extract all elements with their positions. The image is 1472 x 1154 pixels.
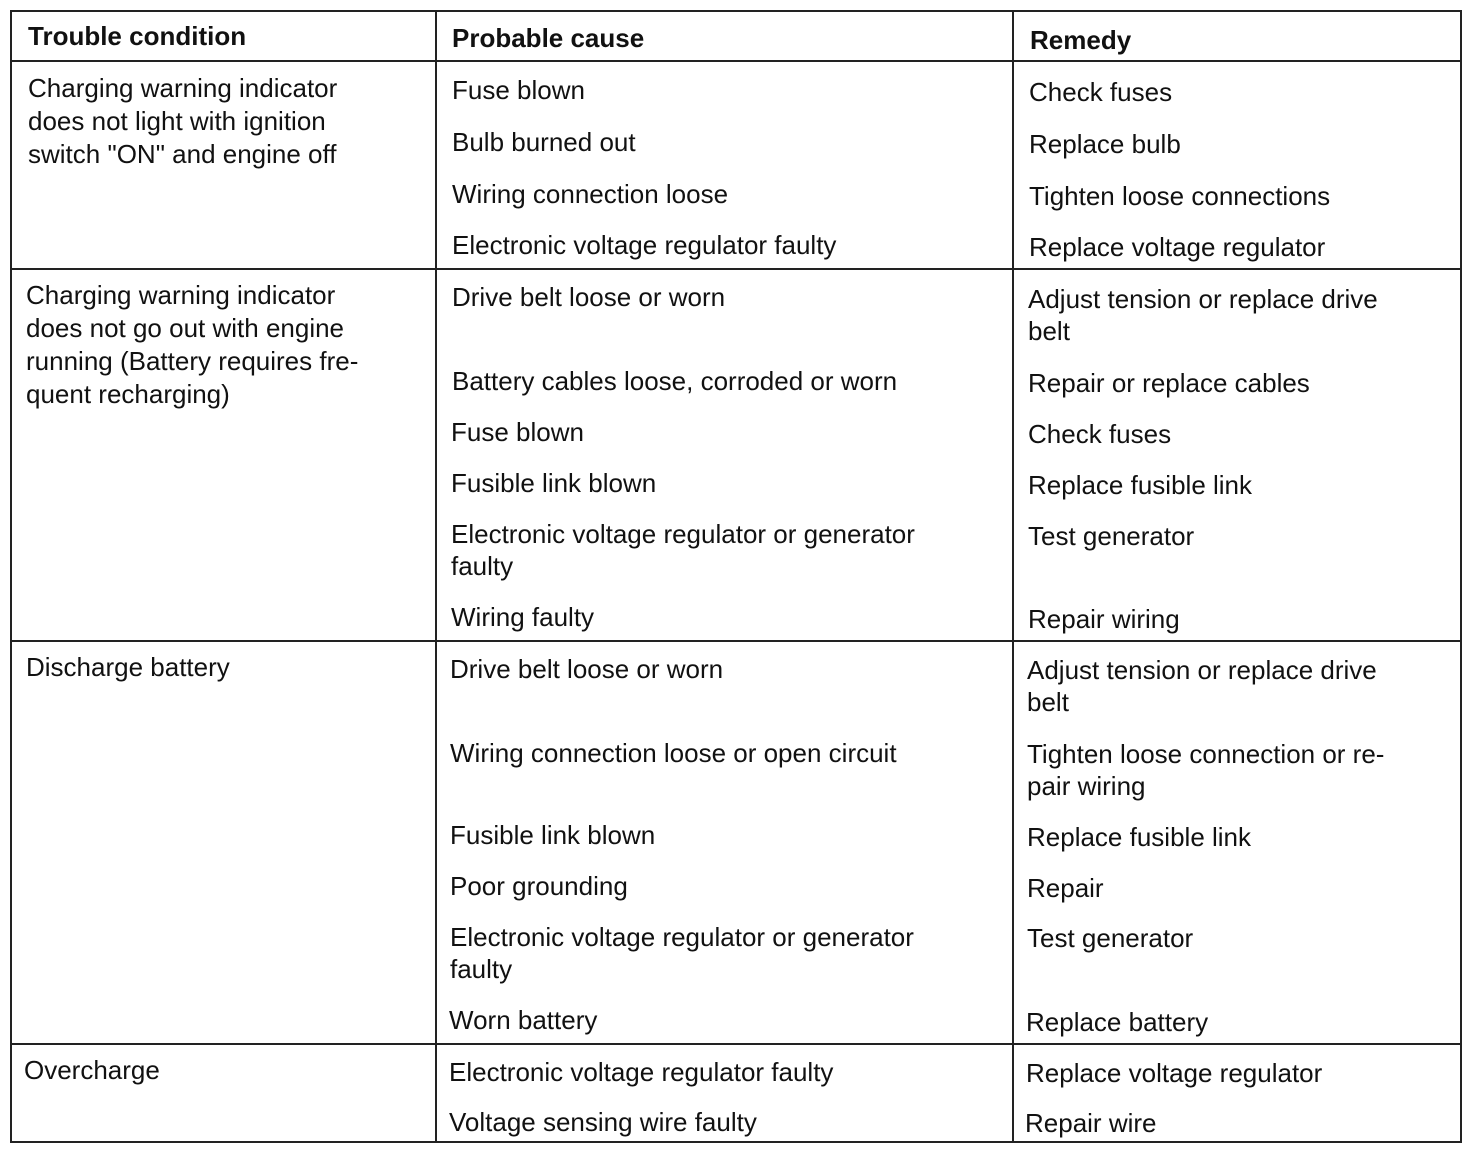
cause-cell: Electronic voltage regulator faulty [452,230,837,260]
remedy-cell: Adjust tension or replace drive [1027,655,1377,685]
group-divider [12,268,1460,270]
condition-line: switch "ON" and engine off [28,139,337,169]
remedy-cell: Replace voltage regulator [1026,1058,1323,1088]
remedy-cell: Adjust tension or replace drive [1028,284,1378,314]
condition-line: quent recharging) [26,379,230,409]
remedy-cell: Check fuses [1029,77,1173,107]
cause-cell: Fuse blown [451,417,584,447]
column-divider [1012,12,1014,1141]
header-remedy: Remedy [1030,25,1132,55]
cause-cell: Drive belt loose or worn [450,654,724,684]
troubleshooting-table [10,10,1462,1143]
cause-cell: Worn battery [449,1005,598,1035]
remedy-cell: pair wiring [1027,771,1146,801]
condition-line: Charging warning indicator [28,73,338,103]
header-divider [12,60,1460,62]
condition-line: does not light with ignition [28,106,326,136]
condition-line: Discharge battery [26,652,230,682]
cause-cell: Fusible link blown [450,820,656,850]
cause-cell: Wiring connection loose [452,179,729,209]
condition-line: running (Battery requires fre- [26,346,359,376]
condition-line: Charging warning indicator [26,280,336,310]
cause-cell: Electronic voltage regulator or generator [451,519,915,549]
cause-cell: faulty [451,551,514,581]
remedy-cell: Repair or replace cables [1028,368,1310,398]
remedy-cell: Repair [1027,873,1104,903]
cause-cell: Fusible link blown [451,468,657,498]
cause-cell: Battery cables loose, corroded or worn [452,366,898,396]
cause-cell: Bulb burned out [452,127,636,157]
condition-line: Overcharge [24,1055,160,1085]
cause-cell: Fuse blown [452,75,585,105]
cause-cell: Poor grounding [450,871,628,901]
group-divider [12,640,1460,642]
remedy-cell: Test generator [1028,521,1195,551]
remedy-cell: Replace fusible link [1027,822,1252,852]
header-probable-cause: Probable cause [452,23,645,53]
remedy-cell: Repair wire [1025,1108,1157,1138]
header-trouble-condition: Trouble condition [28,21,247,51]
cause-cell: Voltage sensing wire faulty [449,1107,757,1137]
group-divider [12,1043,1460,1045]
remedy-cell: Tighten loose connections [1029,181,1331,211]
remedy-cell: Replace battery [1026,1007,1209,1037]
remedy-cell: Tighten loose connection or re- [1027,739,1385,769]
remedy-cell: Repair wiring [1028,604,1180,634]
cause-cell: Wiring faulty [451,602,595,632]
remedy-cell: Replace bulb [1029,129,1181,159]
cause-cell: Wiring connection loose or open circuit [450,738,897,768]
cause-cell: Electronic voltage regulator or generator [450,922,914,952]
cause-cell: Drive belt loose or worn [452,282,726,312]
cause-cell: Electronic voltage regulator faulty [449,1057,834,1087]
remedy-cell: belt [1027,687,1069,717]
remedy-cell: Test generator [1027,923,1194,953]
remedy-cell: belt [1028,316,1070,346]
remedy-cell: Replace voltage regulator [1029,232,1326,262]
remedy-cell: Replace fusible link [1028,470,1253,500]
cause-cell: faulty [450,954,513,984]
condition-line: does not go out with engine [26,313,345,343]
column-divider [435,12,437,1141]
remedy-cell: Check fuses [1028,419,1172,449]
